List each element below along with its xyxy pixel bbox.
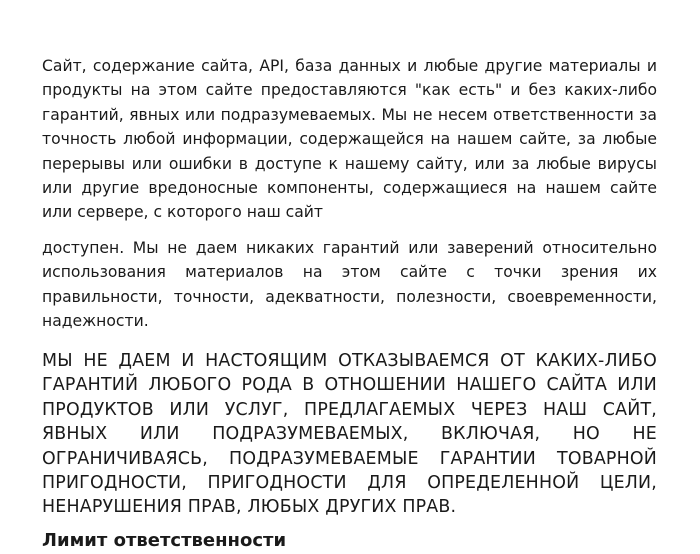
paragraph-no-warranties: доступен. Мы не даем никаких гарантий или заверений относительно использования материалов на этом сайте с точки зрения их правильности, точности, адекватности, полезности, своевременности, надежности.: [42, 239, 657, 331]
section-heading-liability: Лимит ответственности: [42, 530, 287, 551]
disclaimer-caps-paragraph: МЫ НЕ ДАЕМ И НАСТОЯЩИМ ОТКАЗЫВАЕМСЯ ОТ КАКИХ-ЛИБО ГАРАНТИЙ ЛЮБОГО РОДА В ОТНОШЕНИИ НАШЕГО САЙТА ИЛИ ПРОДУКТОВ ИЛИ УСЛУГ, ПРЕДЛАГАЕМЫХ ЧЕРЕЗ НАШ САЙТ, ЯВНЫХ ИЛИ ПОДРАЗУМЕВАЕМЫХ, ВКЛЮЧАЯ, НО НЕ ОГРАНИЧИВАЯСЬ, ПОДРАЗУМЕВАЕМЫЕ ГАРАНТИИ ТОВАРНОЙ ПРИГОДНОСТИ, ПРИГОДНОСТИ ДЛЯ ОПРЕДЕЛЕННОЙ ЦЕЛИ, НЕНАРУШЕНИЯ ПРАВ, ЛЮБЫХ ДРУГИХ ПРАВ.: [42, 351, 657, 518]
paragraph-site-as-is: Сайт, содержание сайта, API, база данных и любые другие материалы и продукты на этом сайте предоставляются "как есть" и без каких-либо гарантий, явных или подразумеваемых. Мы не несем ответственности за точность любой информации, содержащейся на нашем сайте, за любые перерывы или ошибки в доступе к нашему сайту, или за любые вирусы или другие вредоносные компоненты, содержащиеся на нашем сайте или сервере, с которого наш сайт: [42, 57, 657, 222]
